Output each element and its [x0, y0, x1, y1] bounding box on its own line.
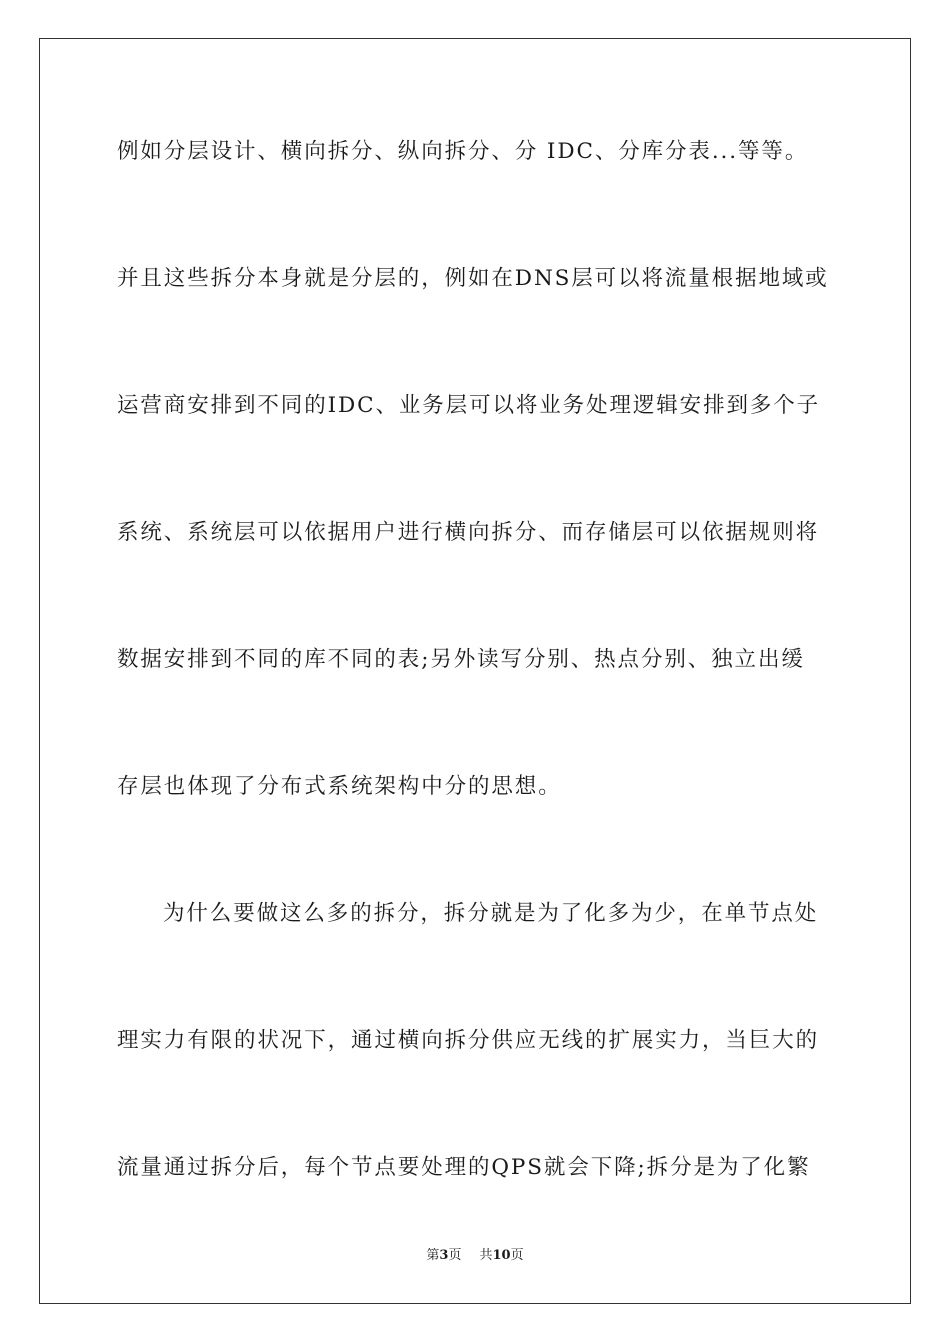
- page-label-prefix: 第: [426, 1248, 440, 1263]
- total-label-suffix: 页: [510, 1248, 524, 1263]
- paragraph-first-line: 为什么要做这么多的拆分，拆分就是为了化多为少，在单节点处: [163, 901, 819, 926]
- page-footer: [0, 1247, 950, 1265]
- page-number: 3: [439, 1248, 449, 1263]
- text-line: 例如分层设计、横向拆分、纵向拆分、分 IDC、分库分表...等等。: [117, 139, 809, 164]
- text-line: 运营商安排到不同的IDC、业务层可以将业务处理逻辑安排到多个子: [117, 393, 821, 418]
- text-line: 流量通过拆分后，每个节点要处理的QPS就会下降;拆分是为了化繁: [117, 1155, 811, 1180]
- document-body: [117, 128, 833, 1271]
- text-line: 并且这些拆分本身就是分层的，例如在DNS层可以将流量根据地域或: [117, 266, 829, 291]
- page-label-suffix: 页: [448, 1248, 462, 1263]
- total-pages: 10: [492, 1248, 511, 1263]
- text-line: 系统、系统层可以依据用户进行横向拆分、而存储层可以依据规则将: [117, 520, 820, 545]
- text-line: 数据安排到不同的库不同的表;另外读写分别、热点分别、独立出缓: [117, 647, 805, 672]
- total-label-prefix: 共: [479, 1248, 493, 1263]
- text-line: 存层也体现了分布式系统架构中分的思想。: [117, 774, 562, 799]
- text-line: 理实力有限的状况下，通过横向拆分供应无线的扩展实力，当巨大的: [117, 1028, 820, 1053]
